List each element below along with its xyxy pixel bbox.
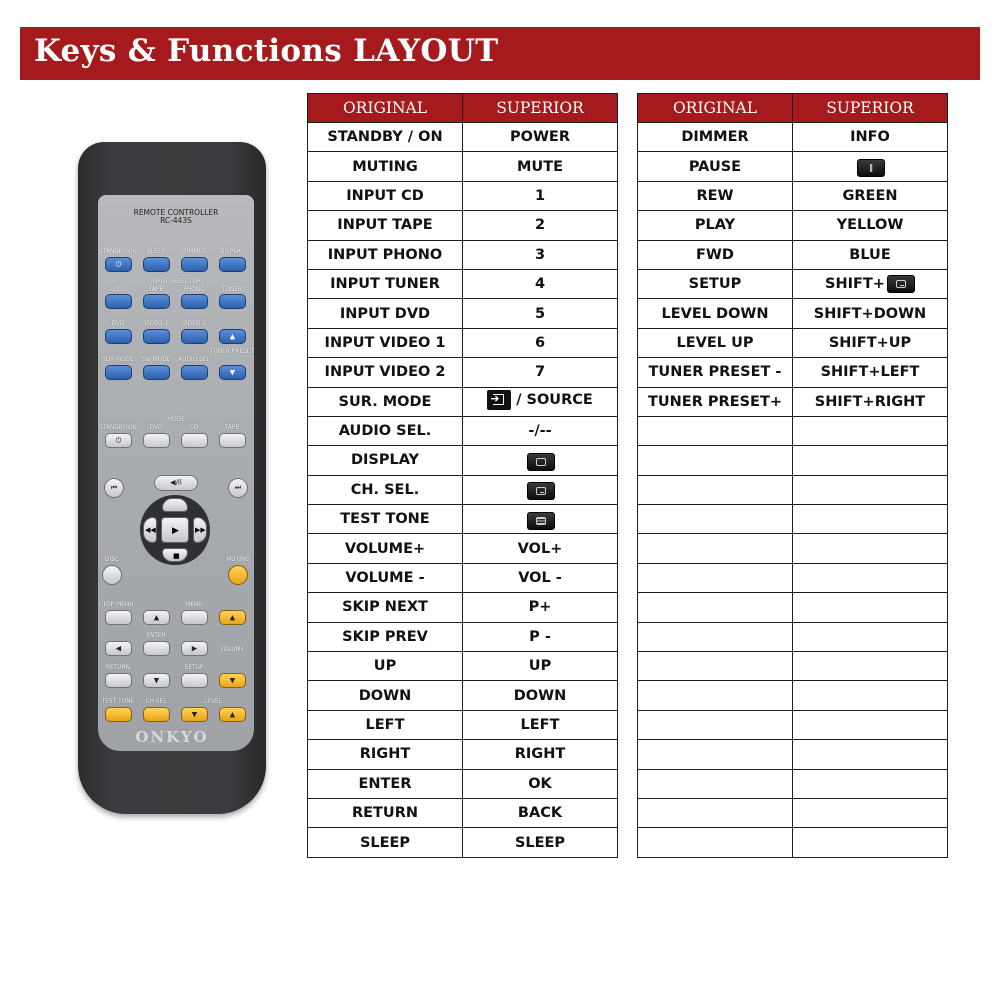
original-key-cell: LEVEL UP [638,328,793,357]
original-key-cell: UP [308,652,463,681]
original-key-cell: DIMMER [638,123,793,152]
column-header-original: ORIGINAL [308,94,463,123]
remote-preset-up-button [219,329,246,344]
label-display: DISPLAY [220,247,244,255]
superior-key-cell: VOL+ [463,534,618,563]
remote-control-image [70,138,270,828]
original-key-cell: TUNER PRESET+ [638,387,793,416]
table-row [308,181,618,210]
subtitle-key-icon [527,482,555,500]
remote-stop-button [162,548,188,562]
power-icon: ⏻ [115,436,122,444]
arrow-left-icon: ◀ [115,644,122,652]
remote-brand-logo: ONKYO [135,728,209,746]
table-row [638,593,948,622]
table-row [638,123,948,152]
table-row [638,181,948,210]
table-row [638,652,948,681]
label-dimmer: DIMMER [181,247,207,255]
power-icon: ⏻ [115,260,122,268]
table-row [308,152,618,181]
fast-forward-icon: ▶▶ [195,526,206,534]
arrow-right-icon: ▶ [191,644,198,652]
remote-level-down-button [181,707,208,722]
remote-menu-button [181,610,208,625]
superior-key-cell: MUTE [463,152,618,181]
label-sur-mode: SUR MODE [102,355,134,363]
remote-pause-play-button [154,475,198,491]
arrow-up-icon: ▲ [153,613,160,621]
table-row [638,798,948,827]
label-video2: VIDEO 2 [181,319,207,327]
remote-mode-cd-button [181,433,208,448]
table-row [638,152,948,181]
table-row [308,710,618,739]
original-key-cell: INPUT VIDEO 2 [308,358,463,387]
superior-key-cell: 5 [463,299,618,328]
original-key-cell [638,681,793,710]
superior-key-cell: 1 [463,181,618,210]
remote-tuner-button [219,294,246,309]
original-key-cell: PAUSE [638,152,793,181]
remote-level-up-button [219,707,246,722]
label-level: LEVEL [204,697,222,705]
original-key-cell: SETUP [638,269,793,298]
table-row [638,505,948,534]
table-row [308,299,618,328]
label-video1: VIDEO 1 [143,319,169,327]
label-enter: ENTER [146,631,166,639]
original-key-cell: SKIP NEXT [308,593,463,622]
arrow-down-icon: ▼ [229,676,236,684]
superior-key-cell [463,475,618,504]
label-mode-standby: STANDBY/ON [99,423,137,431]
original-key-cell: SLEEP [308,828,463,857]
original-key-cell: DOWN [308,681,463,710]
table-row [308,681,618,710]
table-row [638,828,948,857]
remote-video1-button [143,329,170,344]
original-key-cell [638,593,793,622]
table-row [308,593,618,622]
remote-mode-standby-button [105,433,132,448]
table-row [638,416,948,445]
remote-model-line2: RC-443S [160,216,192,225]
remote-cd-button [105,294,132,309]
remote-mode-tape-button [219,433,246,448]
superior-key-cell [793,505,948,534]
original-key-cell: SUR. MODE [308,387,463,416]
superior-key-cell [793,622,948,651]
original-key-cell [638,652,793,681]
label-mode: MODE [167,415,185,423]
label-test-tone: TEST TONE [101,697,135,705]
original-key-cell [638,710,793,739]
label-muting: MUTING [226,555,250,563]
table-row [308,446,618,475]
superior-key-cell: 6 [463,328,618,357]
superior-key-cell [793,152,948,181]
remote-model-line1: REMOTE CONTROLLER [133,208,219,217]
label-mode-dvd: DVD [149,423,163,431]
label-disc: DISC [104,555,120,563]
original-key-cell: LEFT [308,710,463,739]
teletext-key-icon [527,512,555,530]
label-tuner: TUNER [222,285,242,293]
label-tuner-preset: TUNER PRESET [209,347,255,355]
remote-volume-up-button [219,610,246,625]
superior-key-cell: OK [463,769,618,798]
table-row [308,622,618,651]
table-row [308,240,618,269]
original-key-cell: INPUT DVD [308,299,463,328]
superior-key-cell [793,652,948,681]
label-volume: VOLUME [219,645,245,653]
table-row [638,740,948,769]
superior-key-cell [793,534,948,563]
original-key-cell: INPUT TAPE [308,211,463,240]
original-key-cell: LEVEL DOWN [638,299,793,328]
original-key-cell: AUDIO SEL. [308,416,463,445]
original-key-cell [638,740,793,769]
table-row [308,387,618,416]
original-key-cell: VOLUME - [308,563,463,592]
remote-display-button [219,257,246,272]
table-row [638,534,948,563]
label-ch-sel: CH SEL [145,697,167,705]
table-row [638,358,948,387]
superior-key-cell: YELLOW [793,211,948,240]
table-row [308,828,618,857]
table-row [308,798,618,827]
superior-key-cell: POWER [463,123,618,152]
table-row [308,475,618,504]
remote-tape-button [143,294,170,309]
table-header-row [308,94,618,123]
table-row [308,328,618,357]
superior-key-cell: INFO [793,123,948,152]
superior-key-cell [463,446,618,475]
original-key-cell: INPUT TUNER [308,269,463,298]
original-key-cell [638,534,793,563]
remote-prev-button [104,478,124,498]
table-row [308,652,618,681]
table-row [638,622,948,651]
key-mapping-table-right [637,93,948,858]
column-header-original: ORIGINAL [638,94,793,123]
original-key-cell [638,828,793,857]
remote-play-button [161,517,189,543]
superior-key-cell: BACK [463,798,618,827]
original-key-cell [638,416,793,445]
superior-key-cell [793,563,948,592]
remote-audio-sel-button [181,365,208,380]
remote-sur-mode-button [105,365,132,380]
remote-up-button [143,610,170,625]
remote-dimmer-button [181,257,208,272]
column-header-superior: SUPERIOR [463,94,618,123]
remote-sleep-button [143,257,170,272]
arrow-up-icon: ▲ [229,710,236,718]
table-row [308,269,618,298]
superior-key-cell [463,505,618,534]
original-key-cell [638,798,793,827]
superior-key-cell: DOWN [463,681,618,710]
remote-dvd-button [105,329,132,344]
label-mode-cd: CD [189,423,199,431]
superior-key-cell: 3 [463,240,618,269]
remote-ring-top [162,498,188,512]
label-input-selector: INPUT SELECTOR [150,277,202,285]
original-key-cell: VOLUME+ [308,534,463,563]
skip-back-icon: ⏮ [110,483,118,492]
play-pause-icon: ◀/ll [170,478,182,487]
remote-disc-button [102,565,122,585]
superior-key-cell [793,681,948,710]
original-key-cell: ENTER [308,769,463,798]
subtitle-key-icon [887,275,915,293]
key-mapping-table-left [307,93,618,858]
superior-key-cell: VOL - [463,563,618,592]
table-row [308,740,618,769]
original-key-cell [638,769,793,798]
original-key-cell [638,475,793,504]
superior-key-cell [793,828,948,857]
superior-key-cell [793,740,948,769]
table-row [308,416,618,445]
remote-test-tone-button [105,707,132,722]
arrow-up-icon: ▲ [229,332,236,340]
label-cd: CD [113,285,123,293]
original-key-cell: PLAY [638,211,793,240]
original-key-cell: MUTING [308,152,463,181]
table-row [638,563,948,592]
remote-next-button [228,478,248,498]
table-row [638,299,948,328]
original-key-cell: TEST TONE [308,505,463,534]
superior-key-content [487,390,593,410]
remote-top-menu-button [105,610,132,625]
remote-setup-button [181,673,208,688]
table-row [308,358,618,387]
label-standby: STANDBY/ON [99,247,137,255]
original-key-cell [638,505,793,534]
pause-key-icon: ‖ [857,159,885,177]
table-row [638,475,948,504]
arrow-down-icon: ▼ [229,368,236,376]
original-key-cell [638,446,793,475]
table-row [638,769,948,798]
remote-preset-down-button [219,365,246,380]
label-mode-tape: TAPE [224,423,240,431]
label-sleep: SLEEP [147,247,165,255]
superior-key-cell: GREEN [793,181,948,210]
superior-key-cell: P+ [463,593,618,622]
remote-standby-button [105,257,132,272]
superior-key-cell: 7 [463,358,618,387]
original-key-cell: FWD [638,240,793,269]
remote-rew-button [143,517,157,543]
remote-right-button [181,641,208,656]
original-key-cell: RETURN [308,798,463,827]
arrow-down-icon: ▼ [153,676,160,684]
superior-key-cell [793,269,948,298]
superior-key-cell: SHIFT+LEFT [793,358,948,387]
label-menu: MENU [185,600,203,608]
label-sw-mode: SW MODE [141,355,171,363]
skip-forward-icon: ⏭ [234,483,242,492]
original-key-cell [638,622,793,651]
remote-return-button [105,673,132,688]
remote-video2-button [181,329,208,344]
table-row [638,328,948,357]
superior-key-cell [793,798,948,827]
original-key-cell: REW [638,181,793,210]
remote-muting-button [228,565,248,585]
superior-key-cell: SHIFT+DOWN [793,299,948,328]
superior-key-content [525,453,555,471]
label-audio-sel: AUDIO SEL [178,355,210,363]
table-row [308,534,618,563]
superior-key-content [825,275,915,293]
table-row [308,123,618,152]
superior-key-cell [793,710,948,739]
superior-key-cell: RIGHT [463,740,618,769]
superior-key-cell: BLUE [793,240,948,269]
display-key-icon [527,453,555,471]
arrow-down-icon: ▼ [191,710,198,718]
original-key-cell: DISPLAY [308,446,463,475]
table-row [308,769,618,798]
original-key-cell: INPUT VIDEO 1 [308,328,463,357]
superior-key-cell: SHIFT+UP [793,328,948,357]
original-key-cell [638,563,793,592]
original-key-cell: INPUT PHONO [308,240,463,269]
table-row [638,240,948,269]
remote-fwd-button [193,517,207,543]
superior-key-cell [463,387,618,416]
superior-key-label: / SOURCE [516,391,593,408]
superior-key-cell [793,475,948,504]
original-key-cell: RIGHT [308,740,463,769]
superior-key-cell: SHIFT+RIGHT [793,387,948,416]
superior-key-cell [793,446,948,475]
table-header-row [638,94,948,123]
remote-mode-dvd-button [143,433,170,448]
superior-key-cell [793,416,948,445]
remote-face [98,195,254,751]
superior-key-content [525,482,555,500]
play-icon: ▶ [172,526,179,536]
label-phono: PHONO [183,285,205,293]
superior-key-cell: P - [463,622,618,651]
remote-phono-button [181,294,208,309]
original-key-cell: CH. SEL. [308,475,463,504]
table-row [638,387,948,416]
remote-ch-sel-button [143,707,170,722]
remote-sw-mode-button [143,365,170,380]
page-title: Keys & Functions LAYOUT [34,33,499,69]
original-key-cell: SKIP PREV [308,622,463,651]
title-banner [20,27,980,80]
table-row [638,710,948,739]
remote-enter-button [143,641,170,656]
superior-key-content [855,159,885,177]
original-key-cell: TUNER PRESET - [638,358,793,387]
superior-key-cell: UP [463,652,618,681]
superior-key-cell [793,593,948,622]
superior-key-cell [793,769,948,798]
superior-key-cell: 4 [463,269,618,298]
superior-key-cell: 2 [463,211,618,240]
stop-icon: ■ [173,552,180,560]
arrow-up-icon: ▲ [229,613,236,621]
label-dvd: DVD [111,319,125,327]
remote-volume-down-button [219,673,246,688]
table-row [638,211,948,240]
label-tape: TAPE [148,285,164,293]
remote-transport-ring [140,495,210,565]
table-row [638,681,948,710]
superior-key-cell: LEFT [463,710,618,739]
remote-down-button [143,673,170,688]
table-row [638,446,948,475]
label-return: RETURN [105,663,131,671]
label-top-menu: TOP MENU [102,600,134,608]
original-key-cell: INPUT CD [308,181,463,210]
rewind-icon: ◀◀ [145,526,156,534]
original-key-cell: STANDBY / ON [308,123,463,152]
table-row [308,505,618,534]
table-row [308,563,618,592]
superior-key-label: SHIFT+ [825,276,885,293]
label-setup: SETUP [184,663,204,671]
remote-left-button [105,641,132,656]
source-input-icon [487,390,511,410]
table-row [638,269,948,298]
superior-key-cell: -/-- [463,416,618,445]
column-header-superior: SUPERIOR [793,94,948,123]
superior-key-content [525,512,555,530]
table-row [308,211,618,240]
remote-body [78,142,266,814]
superior-key-cell: SLEEP [463,828,618,857]
